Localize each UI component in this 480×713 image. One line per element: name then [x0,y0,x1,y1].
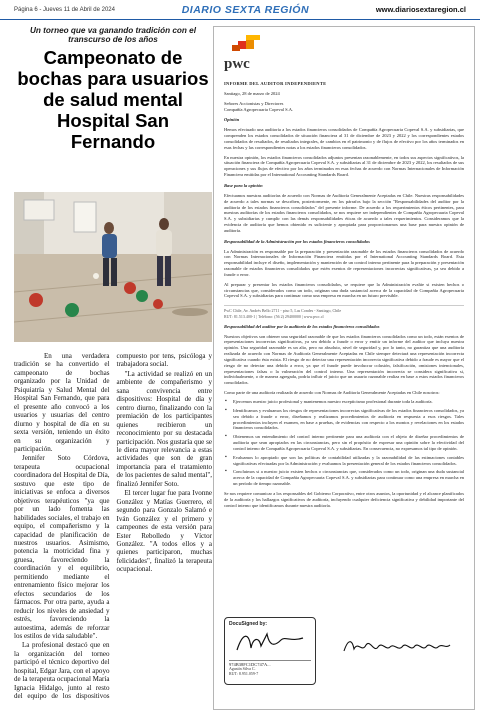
list-item: ▪ Evaluamos lo apropiado que son las políticas de contabilidad utilizadas y la razonabilidad de las estimaciones contables significativas efectuadas por la Administración y evaluamos la presentación general de los estados financieros consolidados. [233,455,464,467]
list-item: ▪ Ejercemos nuestro juicio profesional y mantenemos nuestro escepticismo profesional durante toda la auditoría. [233,399,464,405]
story-paragraph: El tercer lugar fue para Ivonne González y Matías Guerrero, el segundo para Gonzalo Salamó e Iván González y el primero y campeones de esta versión para Ester Rebolledo y Víctor González. "A todos ellos y a quienes participaron, muchas felicidades", finalizó la terapeuta ocupacional. [116,489,212,574]
list-item: ▪ Concluimos si a nuestro juicio existen hechos o circunstancias que, considerados como un todo, originan una duda sustancial acerca de la capacidad de Compañía Agropecuaria Copeval S.A. y subsidiarias para continuar como una empresa en marcha en un período de tiempo razonable. [233,469,464,487]
auditor-text-2: Como parte de una auditoría realizada de acuerdo con Normas de Auditoría Generalmente Aceptadas en Chile nosotros: [224,390,440,396]
firm-signature [342,635,452,659]
docusign-box [224,617,316,685]
auditor-heading: Responsabilidad del auditor por la auditoría de los estados financieros consolidados [224,323,380,329]
page-header [0,0,480,20]
newspaper-masthead: DIARIO SEXTA REGIÓN [181,3,310,16]
auditor-report-ad [213,26,475,710]
basis-heading: Base para la opinión [224,182,263,188]
story-paragraph: La profesional destacó que en la organización del torneo participó el técnico deportivo del hospital, Edgar Jara, con el apoyo de la terapeuta ocupacional María Ignacia Hidalgo, junto al resto del equipo de los dispositivos compuesto por tens, psicóloga y trabajadora social. [14,352,212,701]
list-item: ▪ Identificamos y evaluamos los riesgos de representaciones incorrectas significativas de los estados financieros consolidados, ya sea debido a fraude o error, diseñamos y realizamos procedimientos de auditoría en respuesta a esos riesgos. Tales procedimientos incluyen el examen, en base a pruebas, de evidencias con respecto a los montos y revelaciones en los estados financieros consolidados. [233,408,464,431]
story-heading [14,26,212,152]
story-paragraph: Jennifer Soto Córdova, terapeuta ocupacional coordinadora del Hospital de Día, sostuvo que este tipo de iniciativas se enfoca a diversos objetivos terapéuticos "ya que por un lado fomenta las habilidades sociales, el trabajo en equipo, el compañerismo y la capacidad de planificación de nuestros usuarios. Asimismo, potencia la motricidad fina y gruesa, favoreciendo la coordinación y el equilibrio, permitiendo mediante el entrenamiento físico mejorar los efectos secundarios de los fármacos. Por otra parte, ayuda a reducir los niveles de ansiedad y estrés, favoreciendo la autoestima, además de reforzar los estilos de vida saludable". [14,454,110,640]
management-text: La Administración es responsable por la preparación y presentación razonable de los estados financieros consolidados de acuerdo con Normas Internacionales de Información Financiera emitidas por el International Accounting Standards Board. Esta responsabilidad incluye el diseño, implementación y mantención de un control interno pertinente para la preparación y presentación razonable de estados financieros consolidados que estén exentos de representaciones incorrectas significativas, ya sea debido a fraude o error. [224,248,464,277]
story-body [14,352,212,702]
report-title: INFORME DEL AUDITOR INDEPENDIENTE [224,81,327,86]
opinion-text-2: En nuestra opinión, los estados financieros consolidados adjuntos presentan razonablemente, en todos sus aspectos significativos, la situación financiera de Compañía Agropecuaria Copeval S.A. y subsidiarias al 31 de diciembre de 2023 y 2022, los resultados de sus operaciones y sus flujos de efectivo por los años terminados en esas fechas de acuerdo con Normas Internacionales de Información Financiera emitidas por el International Accounting Standards Board. [224,154,464,178]
story-paragraph: "La actividad se realizó en un ambiente de compañerismo y sana convivencia entre dispositivos: Hospital de día y centro diurno, finalizando con la premiación de los participantes quienes recibieron un reconocimiento por su destacada participación. Nos gustaría que se le diera mayor relevancia a estas actividades que son de gran importancia para el tratamiento de los pacientes de salud mental", finalizó Jennifer Soto. [116,369,212,488]
pwc-contact-footer: PwC Chile, Av. Andrés Bello 2711 - piso 5, Las Condes - Santiago, Chile RUT: 81.513.400-1 | Teléfono: (56 2) 29400000 | www.pwc.cl [224,305,464,318]
list-item: ▪ Obtenemos un entendimiento del control interno pertinente para una auditoría con el objeto de diseñar procedimientos de auditoría que sean apropiados en las circunstancias, pero sin el propósito de expresar una opinión sobre la efectividad del control interno de Compañía Agropecuaria Copeval S.A. y subsidiarias. En consecuencia, no expresamos tal tipo de opinión. [233,434,464,452]
story-headline: Campeonato de bochas para usuarios de salud mental Hospital San Fernando [17,47,209,152]
website-link[interactable]: www.diariosextaregion.cl [375,5,466,14]
story-photo [14,192,212,342]
pwc-wordmark: pwc [224,56,250,72]
management-text-2: Al preparar y presentar los estados financieros consolidados, se requiere que la Administración evalúe si existen hechos o circunstancias que, considerados como un todo, originan una duda sustancial acerca de la capacidad de Compañía Agropecuaria Copeval S.A. y subsidiarias para continuar como una empresa en marcha en un futuro previsible. [224,281,464,299]
signature-image [233,630,313,656]
signer-rut: RUT: 8.951.059-7 [229,671,259,677]
closing-text: Se nos requiere comunicar a los responsables del Gobierno Corporativo, entre otros asuntos, la oportunidad y el alcance planificados de la auditoría y los hallazgos significativos de auditoría, incluyendo cualquier deficiencia significativa y debilidad importante del control interno que identificamos durante nuestra auditoría. [224,490,464,508]
basis-text: Efectuamos nuestras auditorías de acuerdo con Normas de Auditoría Generalmente Aceptadas en Chile. Nuestras responsabilidades de acuerdo a tales normas se describen, posteriormente, en los párrafos bajo la sección "Responsabilidades del auditor por la auditoría de los estados financieros consolidados" del presente informe. De acuerdo a los requerimientos éticos pertinentes, para nuestras auditorías de los estados financieros consolidados, se nos requiere ser independientes de Compañía Agropecuaria Copeval S.A. y subsidiarias y cumplir con las demás responsabilidades éticas de acuerdo a tales requerimientos. Consideramos que la evidencia de auditoría que hemos obtenido es suficiente y apropiada para proporcionarnos una base para nuestra opinión de auditoría. [224,192,464,233]
story-paragraph: En una verdadera tradición se ha convertido el campeonato de bochas organizado por la Unidad de Psiquiatría y Salud Mental del Hospital San Fernando, que para el presente año convocó a los usuarios y usuarias del centro diurno y hospital de día en su sexta versión, teniendo un éxito en su organización y participación. [14,352,110,453]
opinion-heading: Opinión [224,117,240,123]
signer-name: Agustín Silva C. [229,666,256,672]
docusign-label: DocuSigned by: [229,621,268,627]
opinion-text: Hemos efectuado una auditoría a los estados financieros consolidados de Compañía Agropecuaria Copeval S.A. y subsidiarias, que comprenden los estados consolidados de situación financiera al 31 de diciembre de 2023 y 2022 y los correspondientes estados consolidados de resultados, de resultados integrales, de cambios en el patrimonio y de flujos de efectivo por los años terminados en esas fechas y las correspondientes notas a los estados financieros consolidados. [224,127,464,150]
report-addressee: Señores Accionistas y Directores Compañía Agropecuaria Copeval S.A. [224,100,294,112]
pwc-logo-mark [224,35,264,55]
pwc-logo [224,35,464,75]
page-number-date: Página 6 - Jueves 11 de Abril de 2024 [14,6,115,13]
auditor-bullets [224,399,464,487]
auditor-text: Nuestros objetivos son obtener una seguridad razonable de que los estados financieros consolidados como un todo, están exentos de representaciones incorrectas significativas, ya sea debido a fraude o error y emitir un informe del auditor que incluya nuestra opinión. Una seguridad razonable es un alto, pero no absoluto, nivel de seguridad y, por lo tanto, no garantiza que una auditoría realizada de acuerdo con Normas de Auditoría Generalmente Aceptadas en Chile siempre detectará una representación incorrecta significativa cuando ésta exista. El riesgo de no detectar una representación incorrecta significativa debido a fraude es mayor que el riesgo de no detectar una debido a error, ya que el fraude puede involucrar colusión, falsificación, omisiones intencionales, representaciones falsas o la vulneración del control interno. Una representación incorrecta se considera significativa si, individualmente, o de manera agregada, podría influir el juicio que un usuario razonable realiza en base a estos estados financieros consolidados. [224,333,464,386]
management-heading: Responsabilidad de la Administración por los estados financieros consolidados [224,238,370,244]
story-kicker: Un torneo que va ganando tradición con el transcurso de los años [29,26,197,45]
report-place-date: Santiago, 28 de marzo de 2024 [224,90,280,96]
docusign-hash: 974B38FC1DC747A... [229,660,311,668]
